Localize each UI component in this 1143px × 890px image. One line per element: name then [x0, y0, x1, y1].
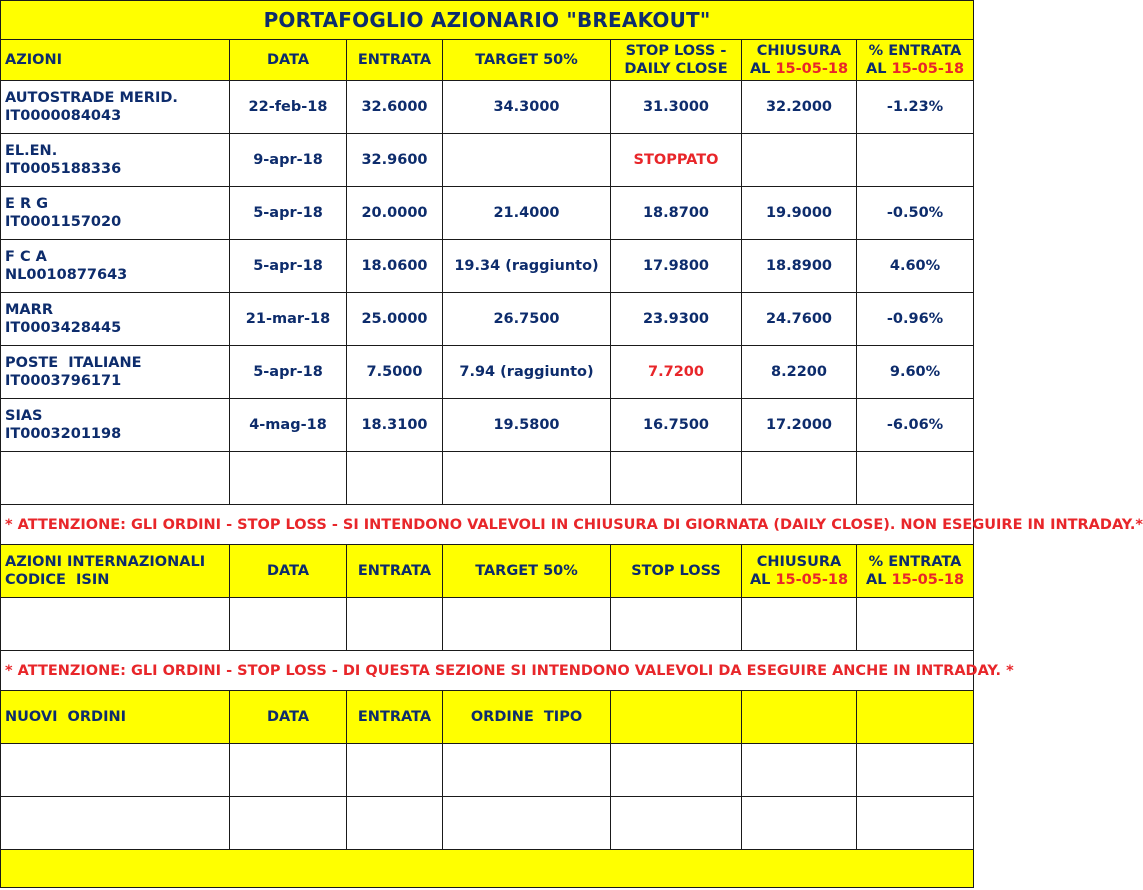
empty-row [1, 452, 974, 505]
empty-row [1, 598, 974, 651]
title-row [1, 1, 974, 40]
header-pct-entrata [857, 40, 974, 81]
header-intl-pct-entrata [857, 545, 974, 598]
footer-row [1, 850, 974, 888]
header-chiusura-date: 15-05-18 [775, 61, 849, 77]
stock-entry: 18.0600 [347, 240, 443, 293]
empty-cell [347, 744, 443, 797]
portfolio-title: PORTAFOGLIO AZIONARIO "BREAKOUT" [1, 1, 974, 40]
stock-close: 24.7600 [742, 293, 857, 346]
header-nuovi-ordini: NUOVI ORDINI [1, 691, 230, 744]
stock-entry: 18.3100 [347, 399, 443, 452]
stock-close [742, 134, 857, 187]
empty-cell [742, 744, 857, 797]
table-row [1, 346, 974, 399]
empty-cell [230, 744, 347, 797]
stock-stop: 7.7200 [611, 346, 742, 399]
stock-name: EL.EN. [5, 143, 58, 159]
header-entrata: ENTRATA [347, 40, 443, 81]
stock-close: 17.2000 [742, 399, 857, 452]
header-intl-chiusura-al: AL [749, 572, 776, 588]
header-ordine-tipo: ORDINE TIPO [443, 691, 611, 744]
stock-name: POSTE ITALIANE [5, 355, 142, 371]
stock-target: 19.5800 [443, 399, 611, 452]
empty-cell [857, 452, 974, 505]
empty-cell [857, 744, 974, 797]
empty-cell [347, 598, 443, 651]
empty-cell [742, 598, 857, 651]
empty-cell [742, 797, 857, 850]
empty-cell [443, 598, 611, 651]
stock-isin: NL0010877643 [5, 267, 128, 283]
stock-cell [1, 240, 230, 293]
empty-cell [1, 452, 230, 505]
header-chiusura [742, 40, 857, 81]
header-empty-cell [611, 691, 742, 744]
empty-cell [611, 744, 742, 797]
empty-cell [443, 452, 611, 505]
stock-cell [1, 81, 230, 134]
header-intl-chiusura-line2 [746, 571, 852, 589]
stock-date: 4-mag-18 [230, 399, 347, 452]
empty-cell [611, 452, 742, 505]
stock-close: 18.8900 [742, 240, 857, 293]
empty-cell [347, 797, 443, 850]
stock-date: 5-apr-18 [230, 187, 347, 240]
empty-cell [230, 797, 347, 850]
stock-cell [1, 346, 230, 399]
stock-pct: 9.60% [857, 346, 974, 399]
intl-header-row [1, 545, 974, 598]
stock-cell [1, 293, 230, 346]
header-chiusura-line2 [746, 60, 852, 78]
stock-name: SIAS [5, 408, 43, 424]
table-row [1, 240, 974, 293]
header-intl-pct-line1: % ENTRATA [868, 554, 962, 570]
stock-isin: IT0005188336 [5, 161, 122, 177]
header-azioni: AZIONI [1, 40, 230, 81]
stock-stop: 23.9300 [611, 293, 742, 346]
stock-pct: -6.06% [857, 399, 974, 452]
header-target: TARGET 50% [443, 40, 611, 81]
table-row [1, 293, 974, 346]
intraday-warning: * ATTENZIONE: GLI ORDINI - STOP LOSS - DI QUESTA SEZIONE SI INTENDONO VALEVOLI DA ESEGUIRE ANCHE IN INTRADAY. * [1, 651, 974, 691]
stock-name: MARR [5, 302, 53, 318]
stock-cell [1, 399, 230, 452]
header-empty-cell [857, 691, 974, 744]
header-pct-date: 15-05-18 [891, 61, 965, 77]
header-stop-loss [611, 40, 742, 81]
header-intl-azioni [1, 545, 230, 598]
stock-entry: 32.6000 [347, 81, 443, 134]
stock-close: 19.9000 [742, 187, 857, 240]
stock-isin: IT0001157020 [5, 214, 122, 230]
table-row [1, 187, 974, 240]
header-intl-data: DATA [230, 545, 347, 598]
header-intl-target: TARGET 50% [443, 545, 611, 598]
empty-cell [1, 744, 230, 797]
empty-cell [347, 452, 443, 505]
stock-pct: -0.50% [857, 187, 974, 240]
stock-pct: 4.60% [857, 240, 974, 293]
stock-target: 26.7500 [443, 293, 611, 346]
empty-cell [230, 452, 347, 505]
note-row [1, 651, 974, 691]
stock-entry: 32.9600 [347, 134, 443, 187]
stock-date: 21-mar-18 [230, 293, 347, 346]
header-chiusura-al: AL [749, 61, 776, 77]
header-intl-pct-date: 15-05-18 [891, 572, 965, 588]
stock-target: 21.4000 [443, 187, 611, 240]
header-intl-azioni-line1: AZIONI INTERNAZIONALI [5, 554, 206, 570]
header-orders-entrata: ENTRATA [347, 691, 443, 744]
header-stop-loss-line1: STOP LOSS - [625, 43, 727, 59]
empty-cell [611, 797, 742, 850]
stock-name: AUTOSTRADE MERID. [5, 90, 178, 106]
stock-target: 7.94 (raggiunto) [443, 346, 611, 399]
header-intl-pct-al: AL [865, 572, 892, 588]
header-data: DATA [230, 40, 347, 81]
empty-cell [1, 598, 230, 651]
table-row [1, 81, 974, 134]
header-intl-chiusura-line1: CHIUSURA [756, 554, 842, 570]
stock-isin: IT0003796171 [5, 373, 122, 389]
empty-row [1, 744, 974, 797]
stock-isin: IT0003428445 [5, 320, 122, 336]
header-intl-stop-loss: STOP LOSS [611, 545, 742, 598]
empty-cell [1, 797, 230, 850]
stock-date: 9-apr-18 [230, 134, 347, 187]
header-intl-pct-line2 [861, 571, 969, 589]
empty-cell [611, 598, 742, 651]
stock-isin: IT0000084043 [5, 108, 122, 124]
stock-entry: 25.0000 [347, 293, 443, 346]
stock-close: 32.2000 [742, 81, 857, 134]
header-intl-chiusura-date: 15-05-18 [775, 572, 849, 588]
stock-isin: IT0003201198 [5, 426, 122, 442]
table-row [1, 134, 974, 187]
empty-row [1, 797, 974, 850]
stock-name: F C A [5, 249, 47, 265]
header-intl-chiusura [742, 545, 857, 598]
header-intl-azioni-line2: CODICE ISIN [5, 572, 110, 588]
stock-stop: 31.3000 [611, 81, 742, 134]
empty-cell [443, 797, 611, 850]
stock-cell [1, 134, 230, 187]
stock-stop: 17.9800 [611, 240, 742, 293]
main-header-row [1, 40, 974, 81]
note-row [1, 505, 974, 545]
stock-target [443, 134, 611, 187]
stock-entry: 20.0000 [347, 187, 443, 240]
header-stop-loss-line2: DAILY CLOSE [624, 61, 728, 77]
header-pct-al: AL [865, 61, 892, 77]
stock-close: 8.2200 [742, 346, 857, 399]
header-empty-cell [742, 691, 857, 744]
stock-stop: 16.7500 [611, 399, 742, 452]
footer-bar [1, 850, 974, 888]
stock-pct [857, 134, 974, 187]
empty-cell [443, 744, 611, 797]
table-row [1, 399, 974, 452]
empty-cell [857, 797, 974, 850]
stock-target: 34.3000 [443, 81, 611, 134]
header-intl-entrata: ENTRATA [347, 545, 443, 598]
stock-stop: STOPPATO [611, 134, 742, 187]
header-pct-line2 [861, 60, 969, 78]
header-orders-data: DATA [230, 691, 347, 744]
empty-cell [857, 598, 974, 651]
stock-cell [1, 187, 230, 240]
stock-date: 22-feb-18 [230, 81, 347, 134]
stock-entry: 7.5000 [347, 346, 443, 399]
header-pct-line1: % ENTRATA [868, 43, 962, 59]
stock-target: 19.34 (raggiunto) [443, 240, 611, 293]
empty-cell [742, 452, 857, 505]
stock-stop: 18.8700 [611, 187, 742, 240]
new-orders-header-row [1, 691, 974, 744]
stop-loss-warning: * ATTENZIONE: GLI ORDINI - STOP LOSS - SI INTENDONO VALEVOLI IN CHIUSURA DI GIORNATA (DAILY CLOSE). NON ESEGUIRE IN INTRADAY.* [1, 505, 974, 545]
empty-cell [230, 598, 347, 651]
stock-date: 5-apr-18 [230, 240, 347, 293]
stock-pct: -1.23% [857, 81, 974, 134]
stock-pct: -0.96% [857, 293, 974, 346]
stock-name: E R G [5, 196, 49, 212]
header-chiusura-line1: CHIUSURA [756, 43, 842, 59]
stock-date: 5-apr-18 [230, 346, 347, 399]
